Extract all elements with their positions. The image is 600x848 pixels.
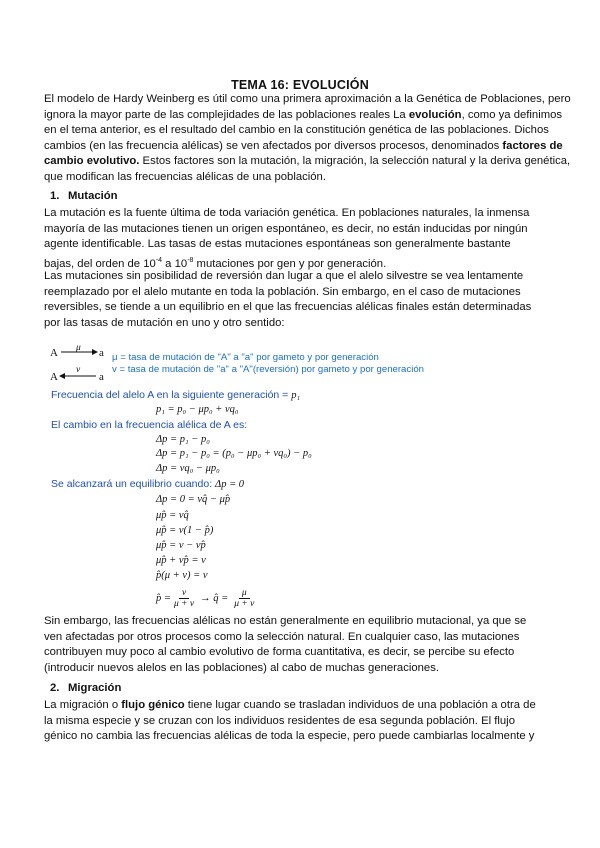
- fraction-p: $\frac{\nu}{\mu + \nu}$: [173, 588, 195, 609]
- intro-line-1: El modelo de Hardy Weinberg es útil como una primera aproximación a la Genética de Poblaciones, pero: [44, 93, 571, 105]
- equation-9: μp̂ + νp̂ = ν: [156, 555, 206, 566]
- equation-8: μp̂ = ν − νp̂: [156, 540, 206, 551]
- page-title: TEMA 16: EVOLUCIÓN: [231, 78, 369, 92]
- mutacion-paragraph-1: La mutación es la fuente última de toda variación genética. En poblaciones naturales, la inmensa mayoría de las mutaciones tienen un origen espontáneo, es decir, no están inducidas por ningún agente identificable. Las tasas de estas mutaciones espontáneas son generalmente bastante bajas, del orden de $10^{-4}$ a $10^{-8}$ mutaciones por gen y por generación.: [44, 207, 530, 270]
- intro-line-3: en el tema anterior, es el resultado del cambio en la constitución genética de las poblaciones. Dichos: [44, 124, 549, 137]
- intro-line-4: cambios (en las frecuencia alélicas) se ven afectados por diversos procesos, denominados factores de: [44, 139, 563, 152]
- freq-label: Frecuencia del alelo A en la siguiente generación = p₁: [51, 389, 301, 401]
- legend-mu: μ = tasa de mutación de "A" a "a" por gameto y por generación: [112, 352, 379, 363]
- equation-2: Δp = p₁ − p₀: [156, 434, 210, 445]
- equation-5: Δp = 0 = νq̂ − μp̂: [156, 494, 231, 505]
- equation-10: p̂(μ + ν) = ν: [156, 570, 208, 581]
- equation-3: Δp = p₁ − p₀ = (p₀ − μp₀ + νq₀) − p₀: [156, 448, 312, 459]
- mu-symbol: μ: [76, 343, 81, 353]
- intro-line-2: ignora la mayor parte de las complejidades de las poblaciones reales La evolución, como ya definimos: [44, 108, 563, 121]
- intro-paragraph: [44, 92, 571, 186]
- legend-nu: v = tasa de mutación de "a" a "A"(reversión) por gameto y por generación: [112, 364, 424, 375]
- allele-A-bottom: A: [50, 371, 58, 383]
- mutacion-paragraph-2: Las mutaciones sin posibilidad de reversión dan lugar a que el alelo silvestre se vea lentamente reemplazado por el alelo mutante en toda la población. Sin embargo, en el caso de mutaciones reversibles, se tiende a un equilibrio en el que las frecuencias alélicas finales están determinadas por las tasas de mutación en uno y otro sentido:: [44, 270, 532, 329]
- fraction-q: $\frac{\mu}{\mu + \nu}$: [234, 588, 255, 609]
- intro-line-6: que modifican las frecuencias alélicas de una población.: [44, 170, 326, 183]
- section-heading-mutacion: 1. Mutación: [50, 190, 118, 202]
- allele-a-bottom: a: [99, 371, 104, 383]
- allele-A-top: A: [50, 347, 58, 359]
- mutation-arrows: [48, 340, 118, 386]
- equation-4: Δp = νq₀ − μp₀: [156, 463, 220, 474]
- equation-11: p̂ = $\frac{\nu}{\mu + \nu}$ → q̂ = $\frac{\mu}{\mu + \nu}$: [156, 588, 255, 609]
- equation-6: μp̂ = νq̂: [156, 510, 189, 521]
- equation-7: μp̂ = ν(1 − p̂): [156, 525, 214, 536]
- migracion-paragraph: La migración o flujo génico tiene lugar cuando se trasladan individuos de una población a otra de la misma especie y se cruzan con los individuos residentes de esa segunda población. El flujo génico no cambia las frecuencias alélicas de toda la especie, pero puede cambiarlas localmente y: [44, 699, 536, 743]
- equilibrium-label: Se alcanzará un equilibrio cuando: Δp = 0: [51, 478, 245, 490]
- change-label: El cambio en la frecuencia alélica de A es:: [51, 419, 248, 431]
- nu-symbol: ν: [76, 365, 81, 375]
- intro-line-5: cambio evolutivo. Estos factores son la mutación, la migración, la selección natural y la deriva genética,: [44, 155, 571, 168]
- mutacion-paragraph-3: Sin embargo, las frecuencias alélicas no están generalmente en equilibrio mutacional, ya que se ven afectadas por otros procesos como la selección natural. En cualquier caso, las mutaciones contribuyen muy poco al cambio evolutivo de forma cuantitativa, es decir, se percibe su efecto (introducir nuevos alelos en las poblaciones) al cabo de muchas generaciones.: [44, 615, 527, 674]
- allele-a-top: a: [99, 347, 104, 359]
- equation-1: p₁ = p₀ − μp₀ + νq₀: [156, 404, 239, 415]
- section-heading-migracion: 2. Migración: [50, 682, 122, 694]
